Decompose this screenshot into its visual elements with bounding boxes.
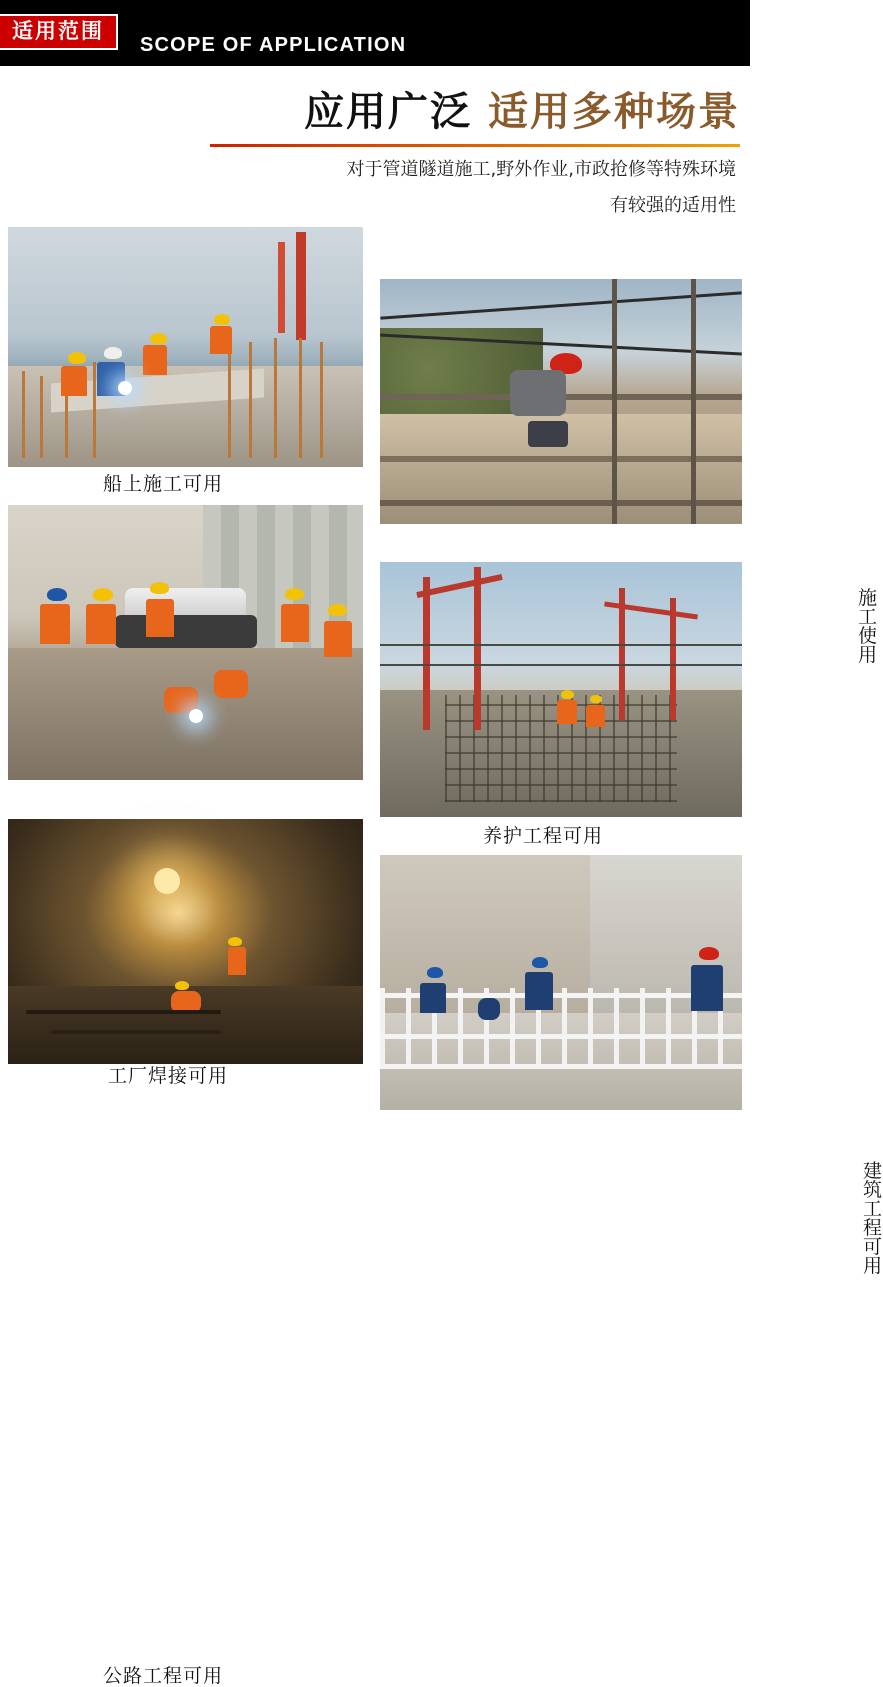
- caption-factory-weld: 工厂焊接可用: [108, 1065, 229, 1088]
- caption-highway-project: 公路工程可用: [103, 1665, 224, 1687]
- page-subtitle-line-2: 有较强的适用性: [610, 195, 736, 217]
- page-title-part-2: 适用多种场景: [488, 89, 740, 135]
- photo-construction-use: [380, 279, 742, 524]
- photo-building-project: [380, 562, 742, 817]
- photo-guardrail-painting: [380, 855, 742, 1110]
- title-block: [0, 66, 750, 219]
- photo-gallery: [0, 227, 883, 1687]
- caption-ship: 船上施工可用: [103, 473, 224, 496]
- gallery-item-ship: [8, 227, 363, 496]
- page-title: [0, 88, 740, 136]
- gallery-item-construction-use: [380, 279, 879, 667]
- photo-tunnel: [8, 819, 363, 1064]
- title-divider: [210, 144, 740, 147]
- caption-construction-use: 施工使用: [858, 587, 879, 667]
- section-header-bar: [0, 0, 750, 66]
- page-title-part-1: 应用广泛: [304, 89, 473, 135]
- scope-badge: 适用范围: [0, 14, 118, 50]
- gallery-item-factory-weld: [8, 505, 363, 1088]
- caption-building-project: 建筑工程可用: [863, 1160, 883, 1278]
- gallery-item-guardrail: [380, 855, 742, 1110]
- caption-maintenance-project: 养护工程可用: [483, 825, 604, 848]
- page-subtitle-line-1: 对于管道隧道施工,野外作业,市政抢修等特殊环境: [346, 159, 736, 180]
- photo-factory-welding: [8, 505, 363, 780]
- photo-ship-construction: [8, 227, 363, 467]
- scope-badge-english: SCOPE OF APPLICATION: [140, 34, 407, 56]
